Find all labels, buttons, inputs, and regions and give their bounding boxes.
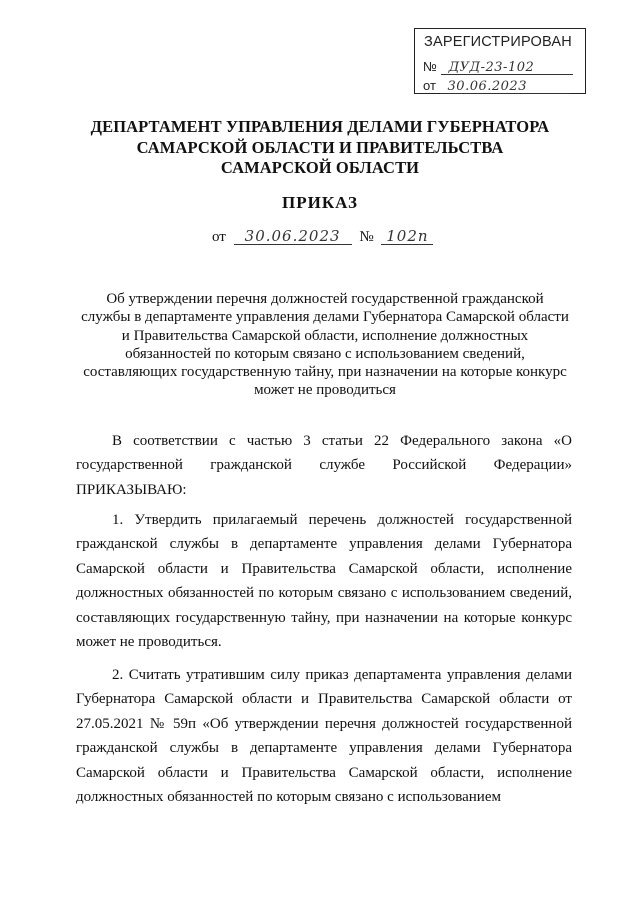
document-subject: Об утверждении перечня должностей государственной гражданской службы в департаменте управления делами Губернатора Самарской области и Правительства Самарской области, исполнение должностных обязанностей по которым связано с использованием сведений, составляющих государственную тайну, при назначении на которые конкурс может не проводиться: [81, 291, 569, 399]
stamp-date-label: от: [423, 78, 436, 93]
stamp-title: ЗАРЕГИСТРИРОВАН: [424, 34, 572, 50]
order-number-label: №: [359, 229, 374, 245]
registration-stamp: [414, 28, 586, 94]
department-name: [0, 117, 640, 179]
department-line-3: САМАРСКОЙ ОБЛАСТИ: [220, 158, 420, 177]
item-1-paragraph: 1. Утвердить прилагаемый перечень должностей государственной гражданской службы в департаменте управления делами Губернатора Самарской области и Правительства Самарской области, исполнение должностных обязанностей по которым связано с использованием сведений, составляющих государственную тайну, при назначении на которые конкурс может не проводиться.: [76, 512, 572, 651]
stamp-date-row: [423, 78, 570, 94]
department-line-1: ДЕПАРТАМЕНТ УПРАВЛЕНИЯ ДЕЛАМИ ГУБЕРНАТОРА: [90, 117, 550, 136]
stamp-date-value: 30.06.2023: [440, 80, 570, 94]
order-date-number: [212, 229, 433, 246]
preamble-paragraph: В соответствии с частью 3 статьи 22 Федерального закона «О государственной гражданской службе Российской Федерации» ПРИКАЗЫВАЮ:: [76, 433, 572, 498]
stamp-number-row: [423, 59, 573, 75]
stamp-number-label: №: [423, 59, 437, 74]
document-type: ПРИКАЗ: [282, 193, 358, 212]
order-number-value: 102п: [381, 229, 433, 245]
item-2-paragraph: 2. Считать утратившим силу приказ департамента управления делами Губернатора Самарской области и Правительства Самарской области от 27.05.2021 № 59п «Об утверждении перечня должностей государственной гражданской службы в департаменте управления делами Губернатора Самарской области и Правительства Самарской области, исполнение должностных обязанностей по которым связано с использованием: [76, 667, 572, 806]
order-date-value: 30.06.2023: [234, 229, 352, 245]
order-date-label: от: [212, 229, 226, 245]
department-line-2: САМАРСКОЙ ОБЛАСТИ И ПРАВИТЕЛЬСТВА: [136, 137, 504, 157]
stamp-number-value: ДУД-23-102: [441, 61, 573, 75]
